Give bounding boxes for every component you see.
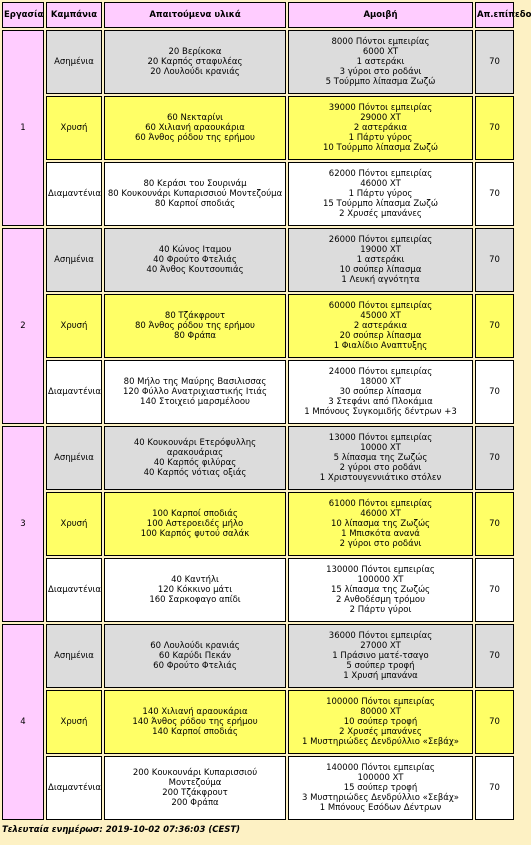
reward-item: 2 Χρυσές μπανάνες (339, 727, 422, 737)
reward-item: 10000 XT (360, 443, 401, 453)
reward-item: 10 σούπερ τροφή (343, 717, 418, 727)
required-level: 70 (475, 30, 514, 94)
material-item: 140 Άνθος ρόδου της ερήμου (132, 717, 258, 727)
reward-item: 15 σούπερ τροφή (343, 783, 418, 793)
reward-item: 5 Τούρμπο λίπασμα Ζωζώ (325, 77, 436, 87)
reward-item: 15 λίπασμα της Ζωζώς (330, 585, 431, 595)
campaign-name: Χρυσή (46, 690, 102, 754)
campaign-name: Διαμαντένια (46, 756, 102, 820)
materials-cell (104, 558, 286, 622)
material-item: 80 Μήλο της Μαύρης Βασιλισσας (123, 377, 267, 387)
reward-item: 6000 XT (362, 47, 399, 57)
material-item: 120 Κόκκινο μάτι (157, 585, 233, 595)
table-row (2, 756, 514, 820)
reward-cell (288, 426, 473, 490)
reward-item: 29000 XT (360, 113, 401, 123)
required-level: 70 (475, 558, 514, 622)
table-row (2, 690, 514, 754)
header-row (2, 2, 514, 28)
reward-item: 80000 XT (360, 707, 401, 717)
campaign-name: Διαμαντένια (46, 360, 102, 424)
materials-cell (104, 756, 286, 820)
material-item: 40 Καντήλι (171, 575, 219, 585)
reward-item: 1 Μπισκότα ανανά (341, 529, 420, 539)
table-row (2, 492, 514, 556)
material-item: 100 Καρπός φυτού σαλάκ (140, 529, 250, 539)
reward-cell (288, 756, 473, 820)
campaign-name: Ασημένια (46, 624, 102, 688)
reward-item: 1 Μπόνους Εσόδων Δέντρων (319, 803, 442, 813)
material-item: 140 Καρποί σποδιάς (152, 727, 238, 737)
reward-item: 15 Τούρμπο λίπασμα Ζωζώ (322, 199, 439, 209)
material-item: 20 Λουλούδι κρανιάς (150, 67, 240, 77)
material-item: 60 Φρούτο Φτελιάς (153, 661, 237, 671)
reward-item: 1 αστεράκι (356, 57, 405, 67)
required-level: 70 (475, 690, 514, 754)
materials-cell (104, 492, 286, 556)
header-materials: Απαιτούμενα υλικά (104, 2, 286, 28)
reward-item: 30 σούπερ λίπασμα (339, 387, 422, 397)
reward-item: 2 γύροι στο ροδάνι (339, 539, 422, 549)
header-level: Απ.επίπεδο (475, 2, 514, 28)
reward-item: 1 Χρυσή μπανάνα (343, 671, 418, 681)
reward-item: 19000 XT (360, 245, 401, 255)
required-level: 70 (475, 162, 514, 226)
material-item: 80 Κουκουνάρι Κυπαρισσιού Μοντεζούμα (107, 189, 283, 199)
campaign-name: Ασημένια (46, 426, 102, 490)
quests-body (2, 30, 514, 820)
campaign-name: Χρυσή (46, 294, 102, 358)
reward-item: 2 αστεράκια (353, 321, 408, 331)
header-quest: Εργασία (2, 2, 44, 28)
reward-item: 46000 XT (360, 179, 401, 189)
material-item: 40 Καρπός νότιας οξιάς (143, 468, 247, 478)
reward-cell (288, 294, 473, 358)
reward-cell (288, 624, 473, 688)
header-campaign: Καμπάνια (46, 2, 102, 28)
reward-item: 26000 Πόντοι εμπειρίας (328, 235, 433, 245)
reward-item: 60000 Πόντοι εμπειρίας (328, 301, 433, 311)
reward-item: 62000 Πόντοι εμπειρίας (328, 169, 433, 179)
material-item: 20 Καρπός σταφυλέας (147, 57, 243, 67)
campaign-name: Διαμαντένια (46, 162, 102, 226)
reward-item: 2 Πάρτυ γύροι (349, 605, 412, 615)
material-item: 140 Στοιχειό μαρσμέλοου (140, 397, 250, 407)
required-level: 70 (475, 294, 514, 358)
materials-cell (104, 96, 286, 160)
materials-cell (104, 294, 286, 358)
campaign-name: Διαμαντένια (46, 558, 102, 622)
quest-number: 2 (2, 228, 44, 424)
material-item: 80 Καρποί σποδιάς (154, 199, 236, 209)
materials-cell (104, 162, 286, 226)
reward-item: 24000 Πόντοι εμπειρίας (328, 367, 433, 377)
reward-item: 1 Λευκή αγνότητα (341, 275, 420, 285)
material-item: 60 Λουλούδι κρανιάς (150, 641, 240, 651)
quest-number: 1 (2, 30, 44, 226)
materials-cell (104, 624, 286, 688)
reward-item: 1 αστεράκι (356, 255, 405, 265)
table-row (2, 360, 514, 424)
required-level: 70 (475, 96, 514, 160)
reward-item: 13000 Πόντοι εμπειρίας (328, 433, 433, 443)
table-row (2, 624, 514, 688)
reward-cell (288, 492, 473, 556)
reward-cell (288, 96, 473, 160)
reward-item: 1 Χριστουγεννιάτικο στόλεν (319, 473, 442, 483)
material-item: 80 Κεράσι του Σουρινάμ (143, 179, 247, 189)
reward-item: 100000 XT (357, 575, 404, 585)
reward-cell (288, 162, 473, 226)
reward-cell (288, 558, 473, 622)
material-item: 40 Φρούτο Φτελιάς (153, 255, 237, 265)
required-level: 70 (475, 360, 514, 424)
materials-cell (104, 30, 286, 94)
reward-item: 10 σούπερ λίπασμα (339, 265, 422, 275)
reward-item: 1 Φιαλίδιο Αναπτυξης (333, 341, 428, 351)
reward-cell (288, 228, 473, 292)
material-item: 100 Καρποί σποδιάς (152, 509, 238, 519)
reward-item: 2 αστεράκια (353, 123, 408, 133)
quest-number: 3 (2, 426, 44, 622)
reward-item: 2 γύροι στο ροδάνι (339, 463, 422, 473)
campaign-name: Χρυσή (46, 492, 102, 556)
table-row (2, 30, 514, 94)
reward-item: 3 Μυστηριώδες Δενδρύλλιο «Σεβάχ» (302, 793, 459, 803)
reward-item: 5 λίπασμα της Ζωζώς (333, 453, 428, 463)
quest-number: 4 (2, 624, 44, 820)
reward-item: 8000 Πόντοι εμπειρίας (331, 37, 430, 47)
required-level: 70 (475, 624, 514, 688)
reward-item: 130000 Πόντοι εμπειρίας (326, 565, 435, 575)
required-level: 70 (475, 756, 514, 820)
table-row (2, 162, 514, 226)
reward-item: 1 Μπόνους Συγκομιδής δέντρων +3 (304, 407, 457, 417)
campaign-name: Ασημένια (46, 30, 102, 94)
reward-item: 46000 XT (360, 509, 401, 519)
reward-item: 61000 Πόντοι εμπειρίας (328, 499, 433, 509)
reward-item: 39000 Πόντοι εμπειρίας (328, 103, 433, 113)
table-row (2, 558, 514, 622)
table-row (2, 228, 514, 292)
material-item: 40 Κώνος Ιταμου (158, 245, 232, 255)
required-level: 70 (475, 228, 514, 292)
material-item: 60 Χιλιανή αραουκάρια (145, 123, 245, 133)
materials-cell (104, 426, 286, 490)
table-row (2, 96, 514, 160)
table-row (2, 294, 514, 358)
material-item: 60 Άνθος ρόδου της ερήμου (135, 133, 255, 143)
reward-item: 10 λίπασμα της Ζωζώς (330, 519, 431, 529)
reward-cell (288, 30, 473, 94)
campaign-name: Χρυσή (46, 96, 102, 160)
material-item: 40 Καρπός φιλύρας (153, 458, 237, 468)
material-item: 80 Τζάκφρουτ (164, 311, 226, 321)
materials-cell (104, 228, 286, 292)
material-item: 120 Φύλλο Ανατριχιαστικής Ιτιάς (122, 387, 267, 397)
table-row (2, 426, 514, 490)
material-item: 80 Φράπα (174, 331, 216, 341)
reward-item: 2 Ανθοδέσμη τρόμου (336, 595, 425, 605)
reward-item: 18000 XT (360, 377, 401, 387)
material-item: 200 Τζάκφρουτ (162, 788, 228, 798)
reward-item: 10 Τούρμπο λίπασμα Ζωζώ (322, 143, 439, 153)
reward-item: 27000 XT (360, 641, 401, 651)
material-item: 160 Σαρκοφαγο απίδι (149, 595, 241, 605)
material-item: 20 Βερίκοκα (168, 47, 222, 57)
material-item: 40 Άνθος Κουτσουπιάς (146, 265, 244, 275)
reward-item: 2 Χρυσές μπανάνες (339, 209, 422, 219)
material-item: 80 Άνθος ρόδου της ερήμου (135, 321, 255, 331)
reward-item: 100000 Πόντοι εμπειρίας (326, 697, 435, 707)
reward-item: 1 Πάρτυ γύρος (348, 189, 413, 199)
materials-cell (104, 360, 286, 424)
reward-item: 100000 XT (357, 773, 404, 783)
reward-item: 20 σούπερ λίπασμα (339, 331, 422, 341)
required-level: 70 (475, 426, 514, 490)
material-item: 100 Αστεροειδές μήλο (146, 519, 244, 529)
reward-item: 36000 Πόντοι εμπειρίας (328, 631, 433, 641)
reward-item: 3 Στεφάνι από Πλοκάμια (328, 397, 433, 407)
required-level: 70 (475, 492, 514, 556)
reward-item: 1 Πάρτυ γύρος (348, 133, 413, 143)
material-item: 60 Νεκταρίνι (166, 113, 224, 123)
reward-cell (288, 690, 473, 754)
material-item: 40 Κουκουνάρι Ετερόφυλλης αρακουάριας (133, 438, 257, 458)
reward-item: 1 Πράσινο ματέ-τσαγο (332, 651, 429, 661)
material-item: 200 Κουκουνάρι Κυπαρισσιού Μοντεζούμα (132, 768, 258, 788)
campaign-name: Ασημένια (46, 228, 102, 292)
material-item: 140 Χιλιανή αραουκάρια (142, 707, 248, 717)
header-reward: Αμοιβή (288, 2, 473, 28)
reward-item: 5 σούπερ τροφή (346, 661, 415, 671)
material-item: 200 Φράπα (171, 798, 219, 808)
reward-item: 45000 XT (360, 311, 401, 321)
material-item: 60 Καρύδι Πεκάν (158, 651, 232, 661)
reward-item: 1 Μυστηριώδες Δενδρύλλιο «Σεβάχ» (302, 737, 459, 747)
reward-item: 3 γύροι στο ροδάνι (339, 67, 422, 77)
reward-cell (288, 360, 473, 424)
last-update: Τελευταία ενημέρωσ: 2019-10-02 07:36:03 (CEST) (2, 825, 241, 835)
reward-item: 140000 Πόντοι εμπειρίας (326, 763, 435, 773)
materials-cell (104, 690, 286, 754)
